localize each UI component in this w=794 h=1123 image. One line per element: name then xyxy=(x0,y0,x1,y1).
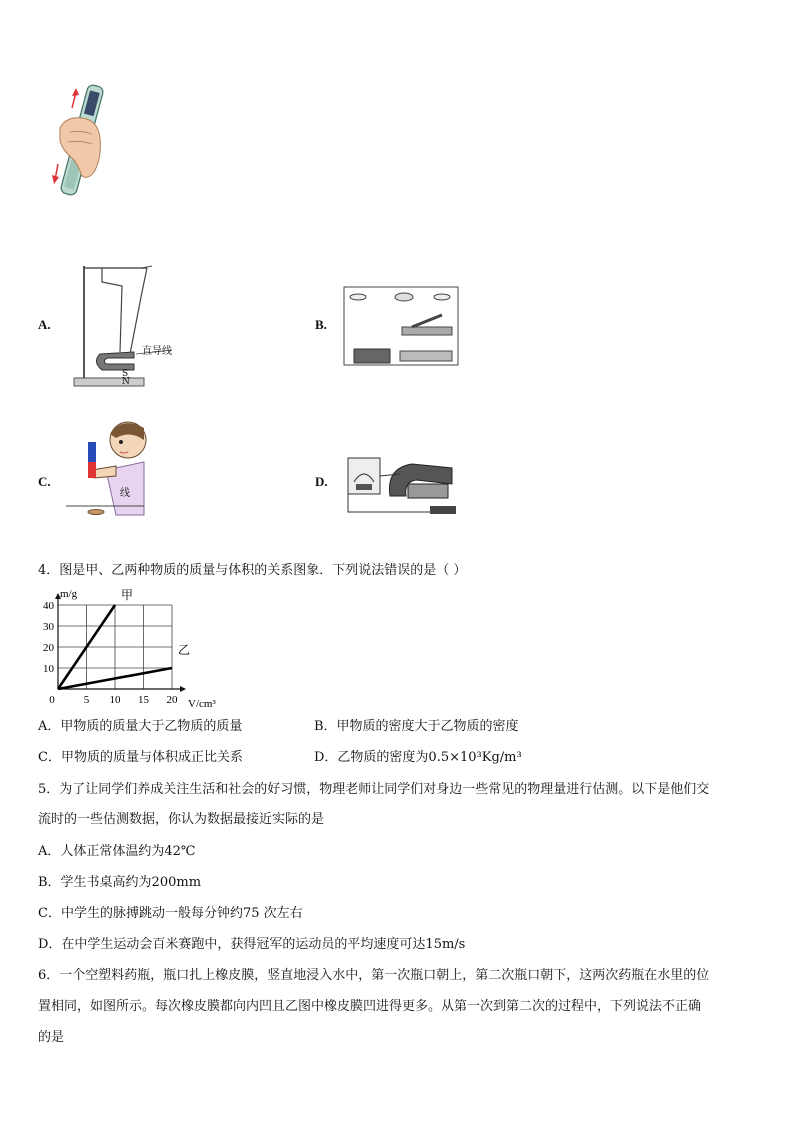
q5-option-a: A．人体正常体温约为42℃ xyxy=(38,844,196,859)
q6-line3: 的是 xyxy=(38,1030,65,1045)
q5-option-d: D．在中学生运动会百米赛跑中，获得冠军的运动员的平均速度可达15m/s xyxy=(38,937,466,952)
x-axis-arrow xyxy=(180,686,186,692)
option-c-letter: C. xyxy=(38,474,51,489)
q6-line1: 6．一个空塑料药瓶，瓶口扎上橡皮膜，竖直地浸入水中，第一次瓶口朝上，第二次瓶口朝下，这两次药瓶在水里的位 xyxy=(38,968,710,983)
wire-label: 线 xyxy=(120,488,130,499)
q4-stem: 4．图是甲、乙两种物质的质量与体积的关系图象．下列说法错误的是（ ） xyxy=(38,563,467,578)
y-tick-label: 20 xyxy=(43,642,54,654)
pole-s-label: S xyxy=(122,369,129,379)
y-tick-label: 30 xyxy=(43,621,54,633)
x-axis-label: V/cm³ xyxy=(188,698,216,710)
q4-option-c: C．甲物质的质量与体积成正比关系 xyxy=(38,750,243,765)
option-d-figure xyxy=(342,448,467,523)
y-axis-label: m/g xyxy=(60,588,78,600)
x-tick-label: 5 xyxy=(83,694,90,706)
option-c-figure xyxy=(66,420,144,515)
chart-svg xyxy=(30,585,216,710)
q5-option-b: B．学生书桌高约为200mm xyxy=(38,875,202,890)
q5-option-c: C．中学生的脉搏跳动一般每分钟约75 次左右 xyxy=(38,906,303,921)
option-d-letter: D. xyxy=(315,474,328,489)
x-tick-label: 20 xyxy=(166,694,178,706)
q4-option-b: B．甲物质的密度大于乙物质的密度 xyxy=(314,719,519,734)
y-tick-label: 10 xyxy=(43,663,54,675)
option-b-letter: B. xyxy=(315,317,327,332)
pole-n-label: N xyxy=(122,377,130,387)
x-tick-label: 15 xyxy=(138,694,149,706)
series-label-jia: 甲 xyxy=(121,588,134,602)
series-label-yi: 乙 xyxy=(178,643,191,657)
q4-option-a: A．甲物质的质量大于乙物质的质量 xyxy=(38,719,243,734)
x-tick-label: 0 xyxy=(49,694,55,706)
q6-line2: 置相同，如图所示。每次橡皮膜都向内凹且乙图中橡皮膜凹进得更多。从第一次到第二次的过程中，下列说法不正确 xyxy=(38,999,702,1014)
option-b-figure xyxy=(342,285,462,370)
q5-stem-line1: 5．为了让同学们养成关注生活和社会的好习惯，物理老师让同学们对身边一些常见的物理量进行估测。以下是他们交 xyxy=(38,782,710,797)
mass-volume-chart xyxy=(30,585,216,710)
hand-tube-figure xyxy=(52,80,112,205)
straight-wire-label: 直导线 xyxy=(142,346,172,357)
option-a-figure xyxy=(72,262,182,392)
option-a-letter: A. xyxy=(38,317,51,332)
q4-option-d: D．乙物质的密度为0.5×10³Kg/m³ xyxy=(314,750,522,765)
q5-stem-line2: 流时的一些估测数据，你认为数据最接近实际的是 xyxy=(38,812,325,827)
y-tick-label: 40 xyxy=(43,600,54,612)
x-tick-label: 10 xyxy=(109,694,121,706)
